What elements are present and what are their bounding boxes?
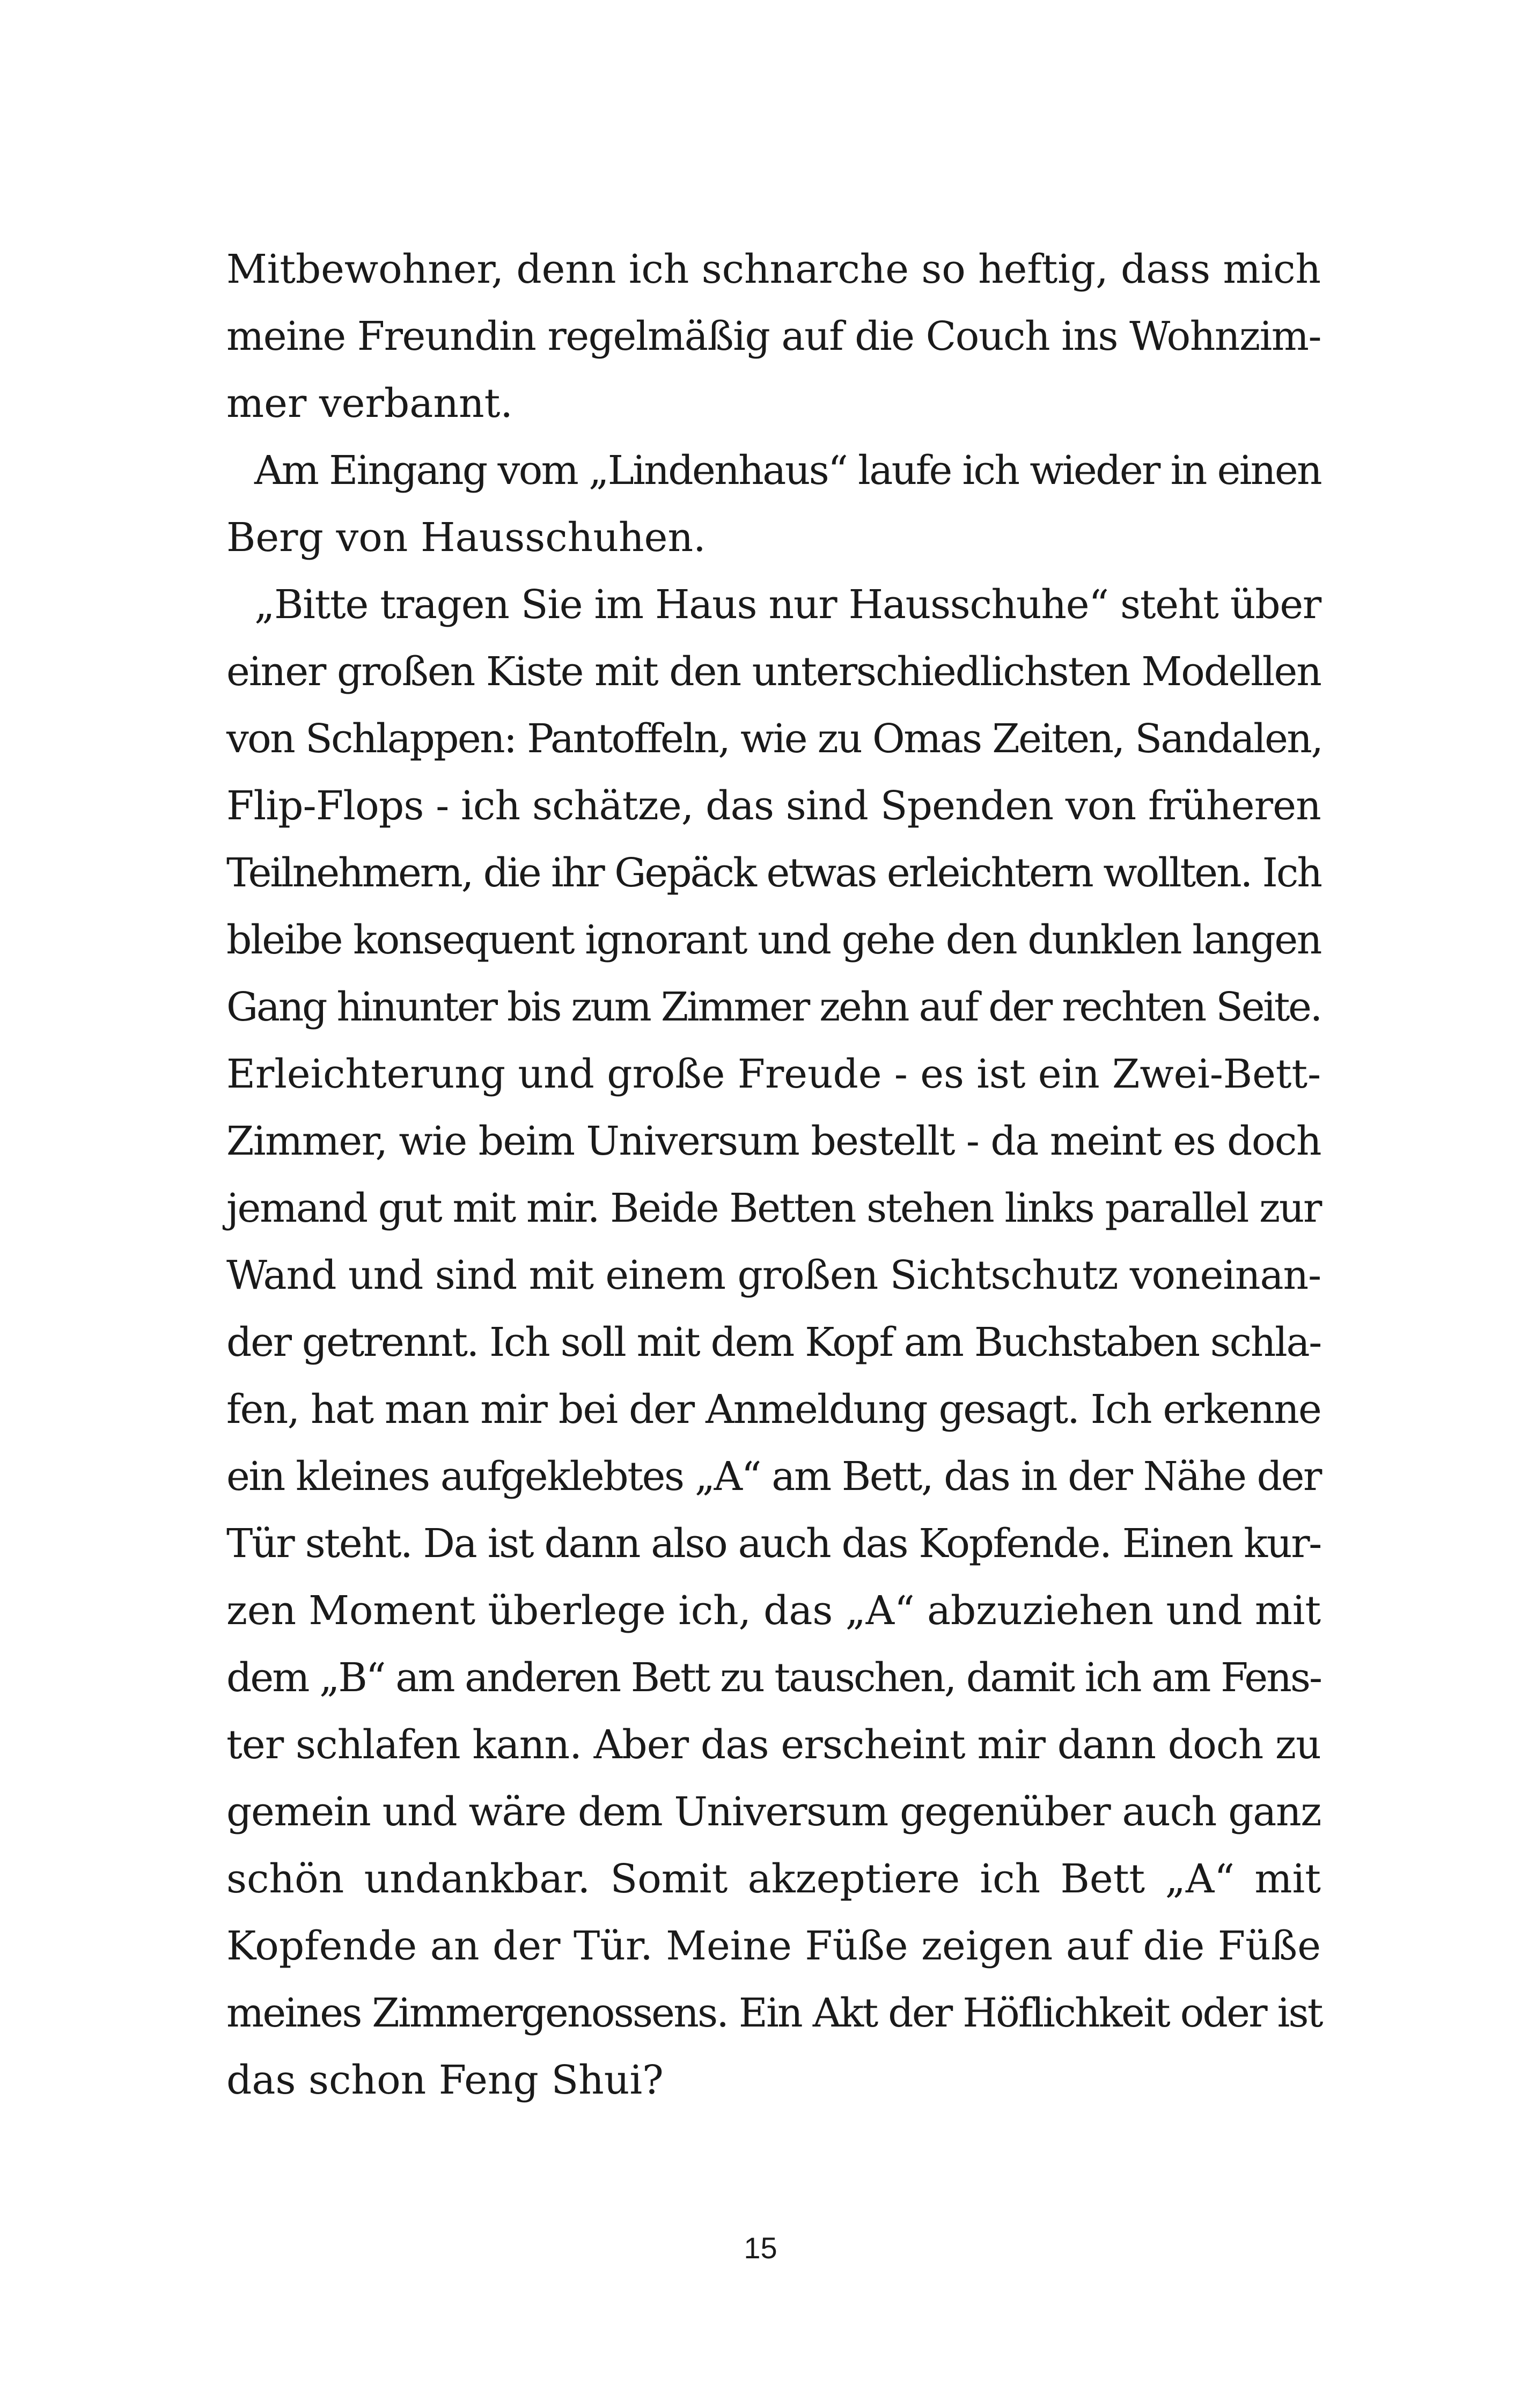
text-line: zen Moment überlege ich, das „A“ abzuziehen und mit [226, 1588, 1321, 1634]
text-line: Erleichterung und große Freude - es ist ein Zwei-Bett- [226, 1051, 1321, 1097]
body-text [226, 236, 1321, 2114]
text-line: Teilnehmern, die ihr Gepäck etwas erleichtern wollten. Ich [226, 850, 1321, 896]
paragraph-3 [226, 571, 1321, 2114]
text-line: dem „B“ am anderen Bett zu tauschen, damit ich am Fens- [226, 1655, 1321, 1701]
text-line: mer verbannt. [226, 380, 513, 427]
text-line: Mitbewohner, denn ich schnarche so heftig, dass mich [226, 246, 1321, 292]
paragraph-1 [226, 236, 1321, 437]
paragraph-2 [226, 437, 1321, 571]
page-number: 15 [744, 2231, 777, 2265]
text-line: der getrennt. Ich soll mit dem Kopf am Buchstaben schla- [226, 1319, 1321, 1365]
text-line: Wand und sind mit einem großen Sichtschutz voneinan- [226, 1252, 1321, 1298]
text-line: fen, hat man mir bei der Anmeldung gesagt. Ich erkenne [226, 1386, 1321, 1433]
text-line: jemand gut mit mir. Beide Betten stehen links parallel zur [226, 1185, 1321, 1231]
text-line: gemein und wäre dem Universum gegenüber auch ganz [226, 1789, 1321, 1835]
text-line: Kopfende an der Tür. Meine Füße zeigen auf die Füße [226, 1923, 1321, 1969]
text-line: Gang hinunter bis zum Zimmer zehn auf der rechten Seite. [226, 984, 1321, 1030]
text-line: ter schlafen kann. Aber das erscheint mir dann doch zu [226, 1722, 1321, 1768]
text-line: Zimmer, wie beim Universum bestellt - da meint es doch [226, 1118, 1321, 1164]
text-line: Berg von Hausschuhen. [226, 515, 706, 561]
text-line: Am Eingang vom „Lindenhaus“ laufe ich wieder in einen [254, 447, 1321, 494]
text-line: Tür steht. Da ist dann also auch das Kopfende. Einen kur- [226, 1521, 1321, 1567]
text-line: Flip-Flops - ich schätze, das sind Spenden von früheren [226, 783, 1321, 829]
text-line: „Bitte tragen Sie im Haus nur Hausschuhe“ steht über [254, 582, 1321, 628]
text-line: bleibe konsequent ignorant und gehe den dunklen langen [226, 917, 1321, 963]
text-line: meine Freundin regelmäßig auf die Couch ins Wohnzim- [226, 313, 1321, 359]
text-line: ein kleines aufgeklebtes „A“ am Bett, das in der Nähe der [226, 1453, 1321, 1500]
text-line: einer großen Kiste mit den unterschiedlichsten Modellen [226, 649, 1321, 695]
text-line: das schon Feng Shui? [226, 2057, 664, 2103]
text-line: meines Zimmergenossens. Ein Akt der Höflichkeit oder ist [226, 1990, 1322, 2036]
text-line: schön undankbar. Somit akzeptiere ich Bett „A“ mit [226, 1856, 1321, 1902]
text-line: von Schlappen: Pantoffeln, wie zu Omas Zeiten, Sandalen, [226, 716, 1322, 762]
